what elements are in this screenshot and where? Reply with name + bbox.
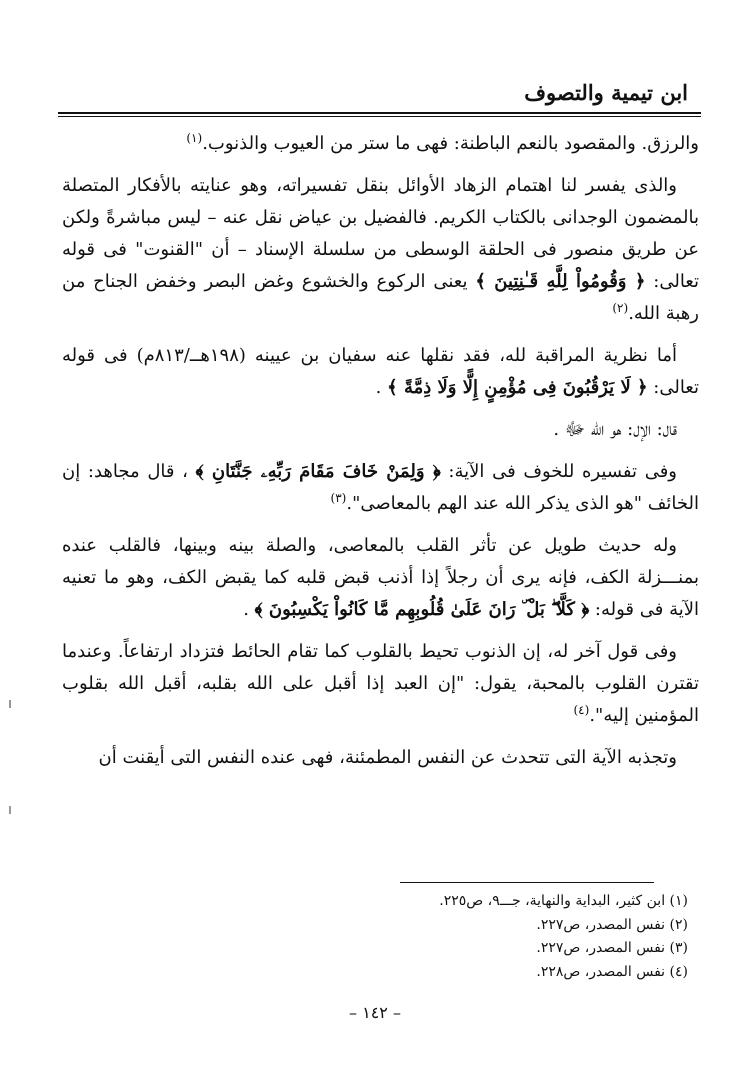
- footnote-1: (١) ابن كثير، البداية والنهاية، جـــ٩، ص٢٢٥.: [439, 893, 688, 909]
- paragraph-4: [62, 414, 699, 446]
- text-run: والذى يفسر لنا اهتمام الزهاد الأوائل بنقل تفسيراته، وهو عنايته بالأفكار المتصلة بالمضمون الوجدانى بالكتاب الكريم. فالفضيل بن عياض نقل عنه – ليس مباشرةً ولكن عن طريق منصور فى الحلقة الوسطى من سلسلة الإسناد – أن "القنوت" فى قوله تعالى:: [62, 175, 700, 292]
- quran-verse: ﴿ لَا يَرْقُبُونَ فِى مُؤْمِنٍ إِلًّا وَلَا ذِمَّةً ﴾: [387, 377, 648, 398]
- main-text: [62, 128, 699, 784]
- paragraph-8: [62, 742, 699, 774]
- text-run: .: [243, 599, 255, 620]
- paragraph-1: [62, 128, 699, 160]
- text-run: قال: الإل: هو الله ﷻ .: [553, 419, 677, 440]
- paragraph-2: [62, 170, 699, 330]
- footnote-ref: (١): [186, 131, 203, 145]
- header-rule: [58, 112, 701, 114]
- footnote-ref: (٣): [330, 491, 347, 505]
- paragraph-3: [62, 340, 699, 404]
- footnotes: [288, 890, 688, 984]
- page-number: – ١٤٢ –: [349, 1003, 401, 1022]
- footnote-ref: (٤): [573, 703, 590, 717]
- footnote-4: (٤) نفس المصدر، ص٢٢٨.: [536, 963, 688, 980]
- footnote-3: (٣) نفس المصدر، ص٢٢٧.: [536, 940, 688, 956]
- quran-verse: ﴿ وَلِمَنْ خَافَ مَقَامَ رَبِّهِۦ جَنَّتَانِ ﴾: [195, 461, 441, 482]
- footnote-separator: [400, 882, 654, 883]
- paragraph-7: [62, 636, 699, 732]
- text-run: وفى تفسيره للخوف فى الآية:: [440, 461, 677, 482]
- text-run: ، قال مجاهد: إن الخائف "هو الذى يذكر الله عند الهم بالمعاصى".: [62, 461, 699, 514]
- text-run: وتجذبه الآية التى تتحدث عن النفس المطمئنة، فهى عنده النفس التى أيقنت أن: [98, 747, 677, 768]
- quran-verse: ﴿ كَلَّا ۖ بَلْ ۜ رَانَ عَلَىٰ قُلُوبِهِم مَّا كَانُواْ يَكْسِبُونَ ﴾: [254, 599, 590, 620]
- scan-edge-mark: [9, 806, 11, 814]
- text-run: والرزق. والمقصود بالنعم الباطنة: فهى ما ستر من العيوب والذنوب.: [202, 133, 699, 154]
- header-rule-thin: [58, 116, 701, 117]
- paragraph-6: [62, 530, 699, 626]
- text-run: أما نظرية المراقبة لله، فقد نقلها عنه سفيان بن عيينه (١٩٨هــ/٨١٣م) فى قوله تعالى:: [62, 345, 699, 398]
- paragraph-5: [62, 456, 699, 520]
- quran-verse: ﴿ وَقُومُواْ لِلَّهِ قَـٰنِتِينَ ﴾: [475, 271, 646, 292]
- text-run: وفى قول آخر له، إن الذنوب تحيط بالقلوب كما تقام الحائط فتزداد ارتفاعاً. وعندما تقترن القلوب بالمحبة، يقول: "إن العبد إذا أقبل على الله بقلبه، أقبل الله بقلوب المؤمنين إليه".: [62, 641, 699, 726]
- footnote-2: (٢) نفس المصدر، ص٢٢٧.: [536, 916, 688, 933]
- scan-edge-mark: [9, 700, 11, 708]
- text-run: وله حديث طويل عن تأثر القلب بالمعاصى، والصلة بينه وبينها، فالقلب عنده بمنـــزلة الكف، فإنه يرى أن رجلاً إذا أذنب قبض قلبه كما يقبض الكف، وهو ما تعنيه الآية فى قوله:: [62, 535, 699, 620]
- running-title: ابن تيمية والتصوف: [524, 80, 688, 105]
- footnote-ref: (٢): [612, 301, 629, 315]
- text-run: يعنى الركوع والخشوع وغض البصر وخفض الجناح من رهبة الله.: [62, 271, 699, 324]
- text-run: .: [375, 377, 388, 398]
